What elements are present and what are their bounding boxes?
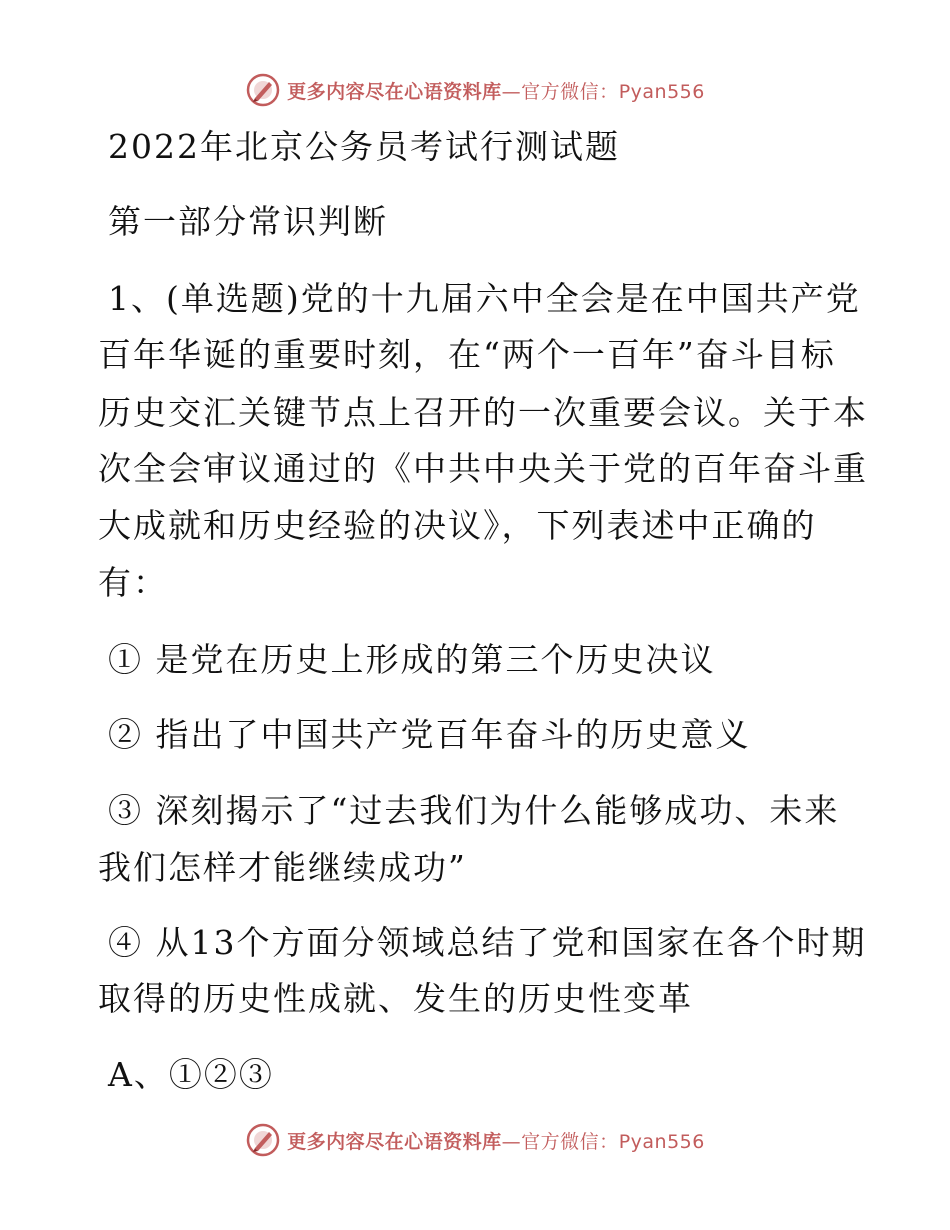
- watermark-text: [287, 77, 705, 104]
- watermark-text: [287, 1127, 705, 1154]
- statement-3: ③ 深刻揭示了“过去我们为什么能够成功、未来: [108, 791, 840, 830]
- question-line: 百年华诞的重要时刻，在“两个一百年”奋斗目标: [98, 335, 836, 374]
- pen-logo-icon: [245, 1122, 281, 1158]
- statement-4: ④ 从13个方面分领域总结了党和国家在各个时期: [108, 923, 867, 962]
- watermark-wechat-id: Pyan556: [618, 1130, 705, 1153]
- watermark-wechat-id: Pyan556: [618, 80, 705, 103]
- pen-logo-icon: [245, 72, 281, 108]
- statement-4-cont: 取得的历史性成就、发生的历史性变革: [98, 979, 693, 1018]
- watermark-wechat-label: 官方微信：: [521, 80, 619, 103]
- question-line: 历史交汇关键节点上召开的一次重要会议。关于本: [98, 393, 868, 432]
- page-title: 2022年北京公务员考试行测试题: [108, 127, 620, 166]
- question-line: 次全会审议通过的《中共中央关于党的百年奋斗重: [98, 449, 868, 488]
- statement-1: ① 是党在历史上形成的第三个历史决议: [108, 640, 716, 679]
- question-line: 有：: [98, 563, 168, 602]
- watermark-site: 更多内容尽在心语资料库: [287, 80, 502, 103]
- section-heading: 第一部分常识判断: [108, 202, 388, 241]
- watermark-dash: —: [501, 1130, 522, 1153]
- watermark-dash: —: [501, 80, 522, 103]
- watermark-wechat-label: 官方微信：: [521, 1130, 619, 1153]
- watermark-site: 更多内容尽在心语资料库: [287, 1130, 502, 1153]
- watermark-banner-bottom: [0, 1118, 950, 1162]
- statement-2: ② 指出了中国共产党百年奋斗的历史意义: [108, 715, 751, 754]
- statement-3-cont: 我们怎样才能继续成功”: [98, 848, 467, 887]
- option-a: A、①②③: [108, 1055, 274, 1094]
- question-line: 大成就和历史经验的决议》，下列表述中正确的: [98, 506, 817, 545]
- question-line: 1、(单选题)党的十九届六中全会是在中国共产党: [108, 279, 861, 318]
- watermark-banner-top: [0, 68, 950, 112]
